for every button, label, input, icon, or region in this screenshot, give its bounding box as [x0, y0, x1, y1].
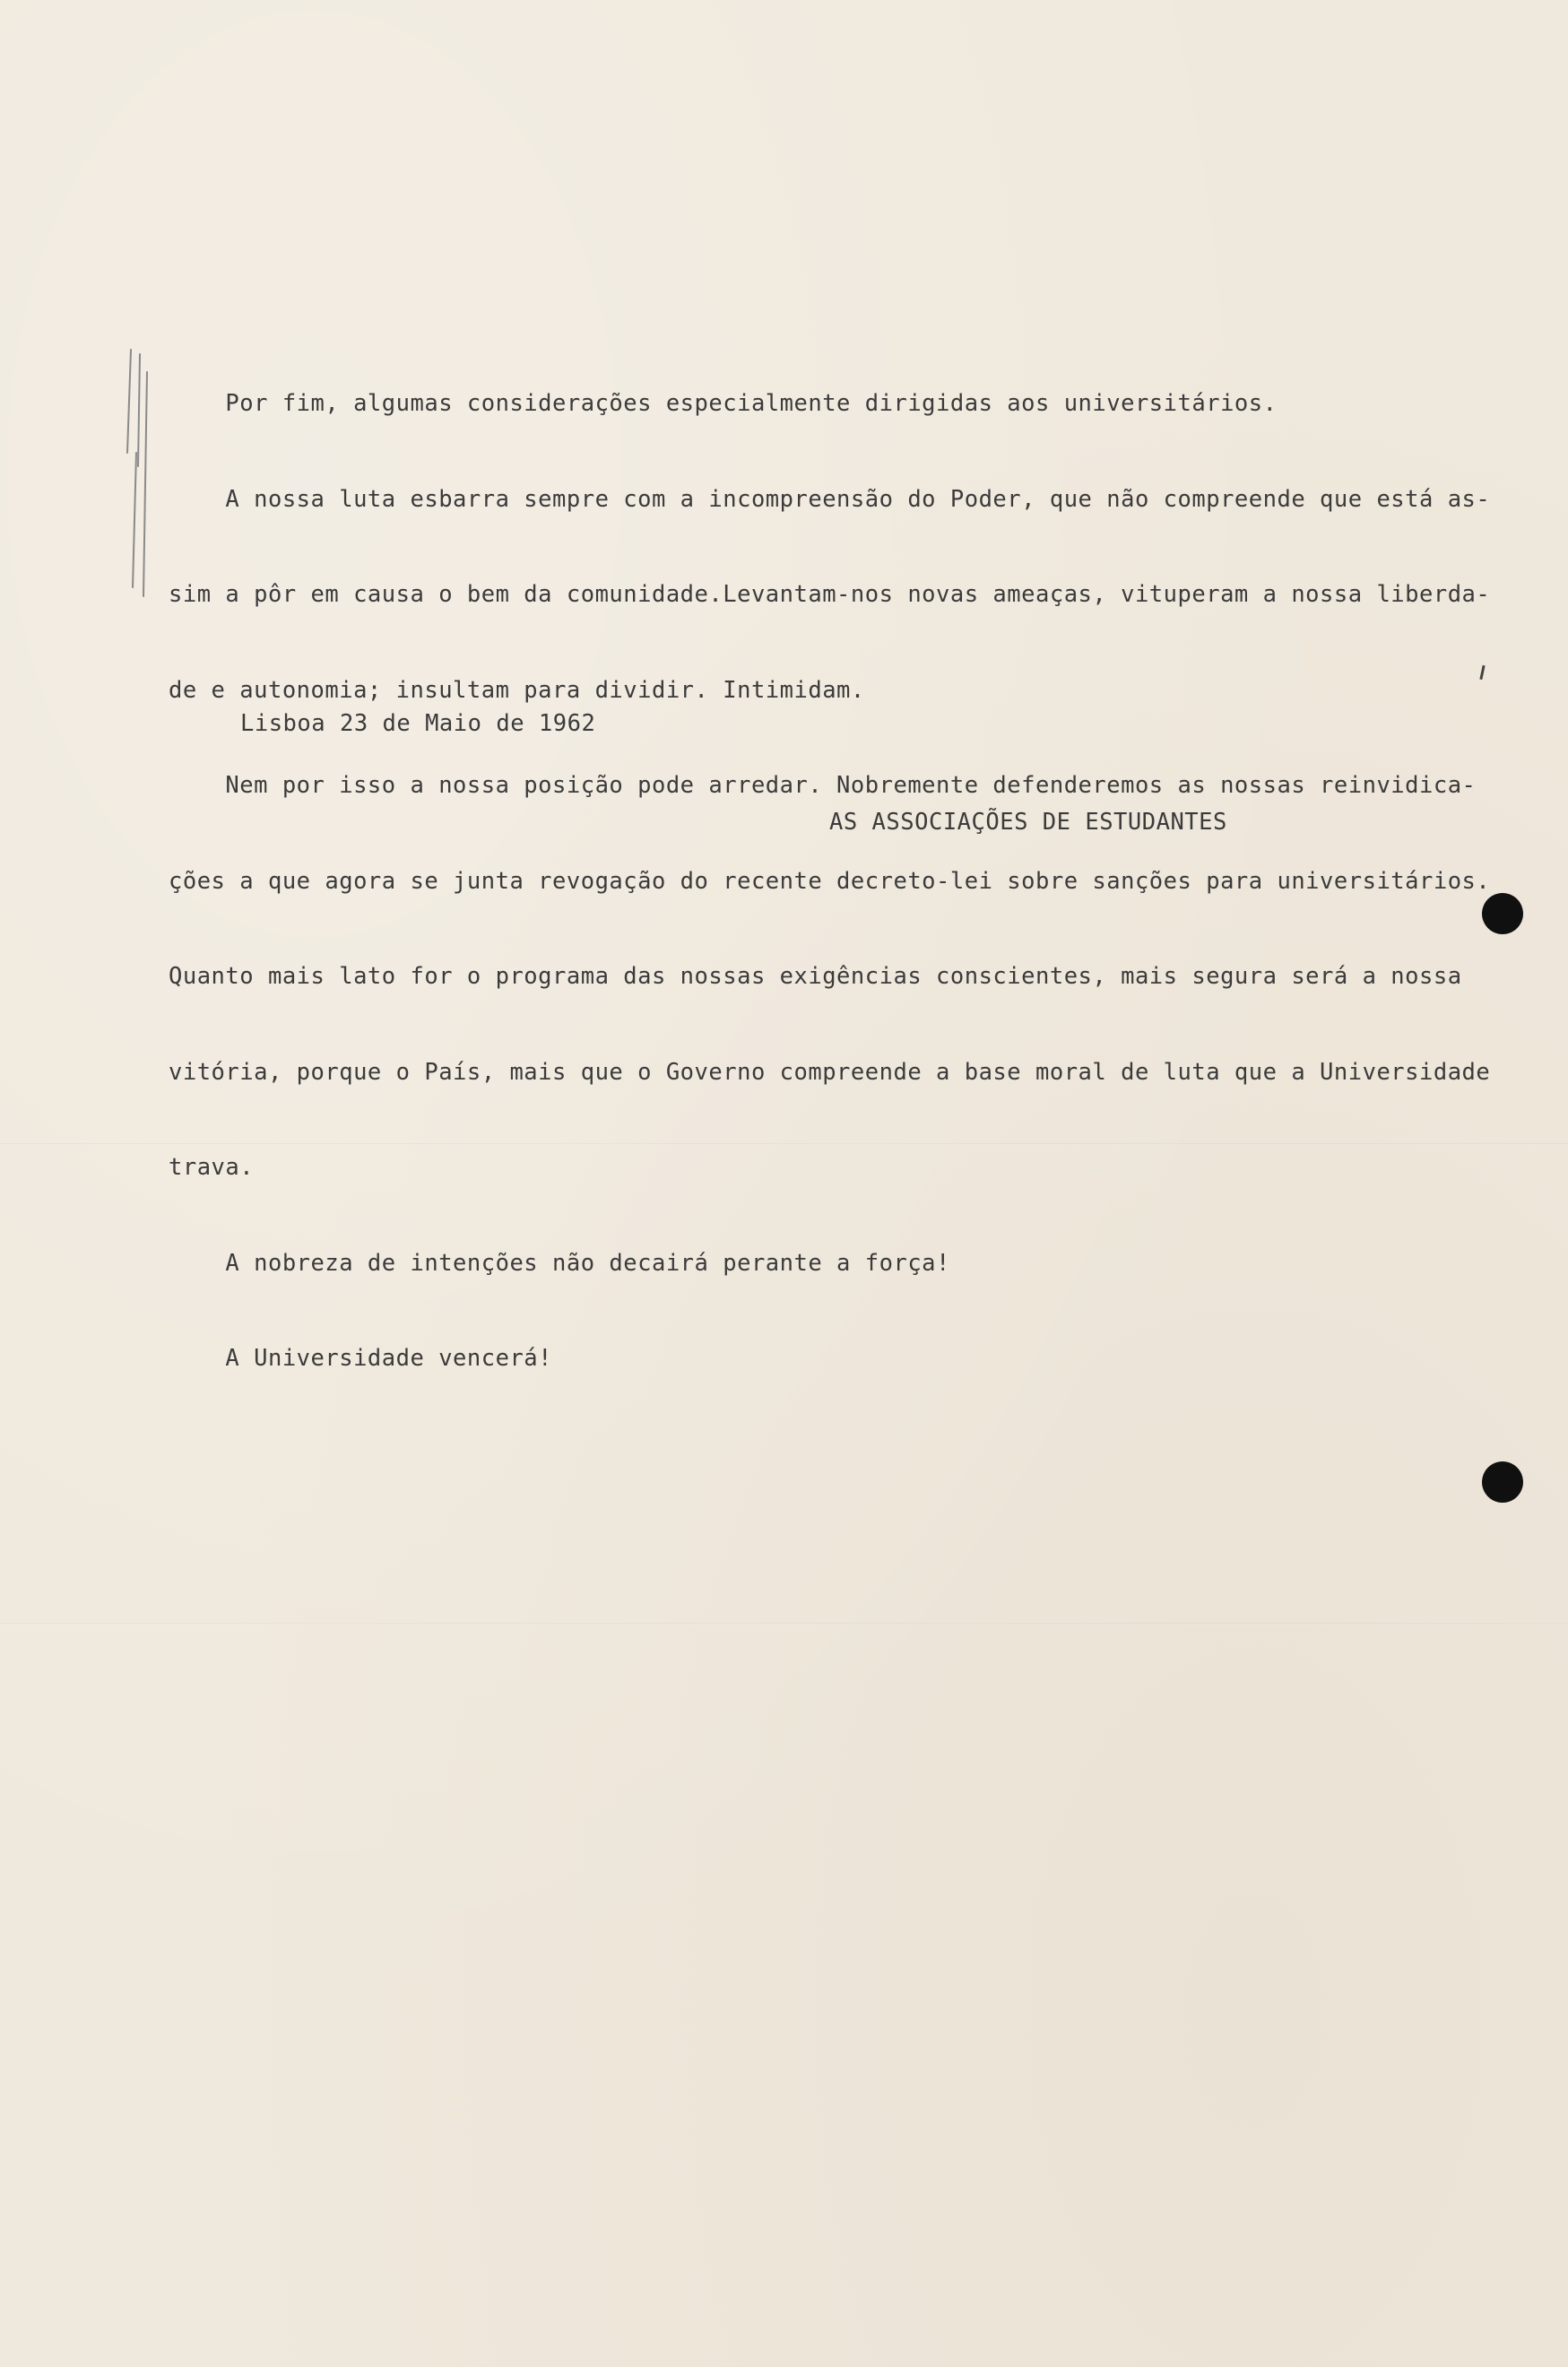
date-line: Lisboa 23 de Maio de 1962	[240, 710, 596, 737]
letter-line: A nossa luta esbarra sempre com a incompreensão do Poder, que não compreende que está as-	[169, 485, 1491, 513]
letter-line: vitória, porque o País, mais que o Governo compreende a base moral de luta que a Universidade	[169, 1058, 1491, 1086]
punch-hole	[1482, 1461, 1523, 1503]
signature: AS ASSOCIAÇÕES DE ESTUDANTES	[829, 809, 1227, 836]
letter-line: de e autonomia; insultam para dividir. Intimidam.	[169, 676, 865, 704]
letter-body	[169, 325, 1490, 1439]
letter-line: ções a que agora se junta revogação do recente decreto-lei sobre sanções para universitários.	[169, 867, 1491, 895]
paper-fold	[0, 1623, 1568, 1625]
letter-line: Quanto mais lato for o programa das nossas exigências conscientes, mais segura será a nossa	[169, 963, 1462, 990]
letter-line: sim a pôr em causa o bem da comunidade.Levantam-nos novas ameaças, vituperam a nossa liberda-	[169, 581, 1491, 608]
letter-line: trava.	[169, 1154, 255, 1181]
letter-line: Nem por isso a nossa posição pode arredar. Nobremente defenderemos as nossas reinvidica-	[169, 772, 1477, 799]
letter-line: Por fim, algumas considerações especialmente dirigidas aos universitários.	[169, 390, 1278, 417]
handwritten-margin-mark	[120, 345, 156, 605]
punch-hole	[1482, 893, 1523, 934]
letter-line: A nobreza de intenções não decairá perante a força!	[169, 1249, 950, 1277]
letter-line: A Universidade vencerá!	[169, 1345, 553, 1372]
